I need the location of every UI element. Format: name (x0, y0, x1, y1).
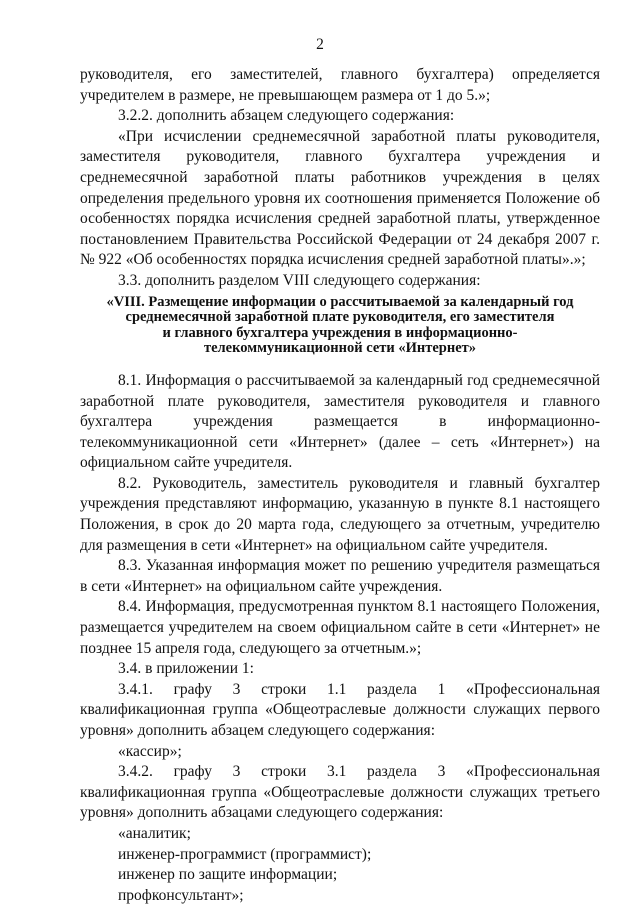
section-heading-line: и главного бухгалтера учреждения в информационно- (162, 324, 518, 341)
document-body (80, 65, 600, 906)
paragraph-8-2: 8.2. Руководитель, заместитель руководителя и главный бухгалтер учреждения представляют информацию, указанную в пункте 8.1 настоящего Положения, в срок до 20 марта года, следующего за отчетным, учредителю для размещения в сети «Интернет» на официальном сайте учредителя. (80, 474, 600, 554)
paragraph-8-1: 8.1. Информация о рассчитываемой за календарный год среднемесячной заработной плате руководителя, заместителя руководителя и главного бухгалтера учреждения размещается в информационно-телекоммуникационной сети «Интернет» (далее – сеть «Интернет») на официальном сайте учредителя. (80, 371, 600, 472)
section-heading (80, 295, 600, 357)
paragraph-quote-salary: «При исчислении среднемесячной заработной платы руководителя, заместителя руководителя, главного бухгалтера учреждения и среднемесячной заработной платы работников учреждения в целях определения предельного уровня их соотношения применяется Положение об особенностях порядка исчисления средней заработной платы, утвержденное постановлением Правительства Российской Федерации от 24 декабря 2007 г. № 922 «Об особенностях порядка исчисления средней заработной платы».»; (80, 127, 600, 269)
paragraph-3-2-2: 3.2.2. дополнить абзацем следующего содержания: (118, 107, 455, 125)
list-item-programmist: инженер-программист (программист); (118, 845, 372, 863)
list-item-zashchita: инженер по защите информации; (118, 866, 338, 884)
list-item-profkonsultant: профконсультант»; (118, 886, 244, 904)
paragraph-8-3: 8.3. Указанная информация может по решению учредителя размещаться в сети «Интернет» на официальном сайте учреждения. (80, 557, 600, 595)
list-item-analitik: «аналитик; (118, 824, 191, 842)
paragraph-continuation: руководителя, его заместителей, главного бухгалтера) определяется учредителем в размере, не превышающем размера от 1 до 5.»; (80, 66, 600, 104)
section-heading-line: среднемесячной заработной плате руководителя, его заместителя (125, 309, 555, 326)
section-heading-line: телекоммуникационной сети «Интернет» (203, 340, 477, 357)
paragraph-8-4: 8.4. Информация, предусмотренная пунктом 8.1 настоящего Положения, размещается учредителем на своем официальном сайте в сети «Интернет» не позднее 15 апреля года, следующего за отчетным.»; (80, 598, 600, 657)
page-number: 2 (316, 36, 324, 53)
paragraph-3-4: 3.4. в приложении 1: (118, 660, 254, 678)
paragraph-3-4-1: 3.4.1. графу 3 строки 1.1 раздела 1 «Профессиональная квалификационная группа «Общеотраслевые должности служащих первого уровня» дополнить абзацем следующего содержания: (80, 680, 600, 739)
list-item-kassir: «кассир»; (118, 742, 182, 760)
paragraph-3-4-2: 3.4.2. графу 3 строки 3.1 раздела 3 «Профессиональная квалификационная группа «Общеотраслевые должности служащих третьего уровня» дополнить абзацами следующего содержания: (80, 763, 600, 822)
section-heading-line: «VIII. Размещение информации о рассчитываемой за календарный год (106, 293, 574, 310)
paragraph-3-3: 3.3. дополнить разделом VIII следующего содержания: (118, 271, 481, 289)
